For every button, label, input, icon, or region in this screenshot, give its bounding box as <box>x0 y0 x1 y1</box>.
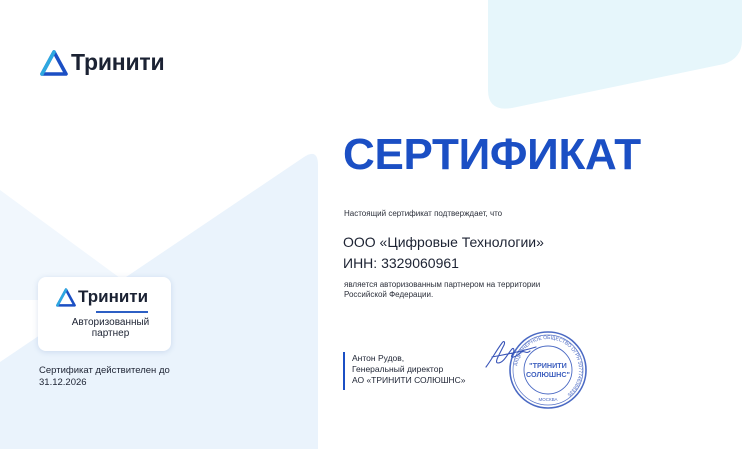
brand-name: Тринити <box>71 49 165 75</box>
signatory-position: Генеральный директор <box>352 364 444 374</box>
stamp-center-text-2: СОЛЮШНС" <box>526 370 570 379</box>
certificate-title: СЕРТИФИКАТ <box>343 130 641 179</box>
partner-badge-logo <box>56 287 148 307</box>
triangle-logo-icon <box>56 288 76 307</box>
partner-badge <box>38 277 171 351</box>
partner-badge-brand: Тринити <box>78 287 149 306</box>
signatory-company: АО «ТРИНИТИ СОЛЮШНС» <box>352 375 466 385</box>
stamp-center-text-1: "ТРИНИТИ <box>529 361 567 370</box>
brand-logo <box>40 49 164 76</box>
bg-triangle-right <box>488 0 742 109</box>
company-name: ООО «Цифровые Технологии» <box>343 234 544 250</box>
signatory-accent-bar <box>343 352 345 390</box>
partner-badge-label: Авторизованный партнер <box>71 317 150 339</box>
partner-status-text: является авторизованным партнером на территории Российской Федерации. <box>344 280 541 299</box>
stamp-city: МОСКВА <box>538 397 558 402</box>
stamp-ring-text: АКЦИОНЕРНОЕ ОБЩЕСТВО ОГРН 5077746368335 <box>513 334 584 398</box>
confirm-text: Настоящий сертификат подтверждает, что <box>344 209 503 218</box>
signatory-name: Антон Рудов, <box>352 353 405 363</box>
triangle-logo-icon <box>40 50 68 76</box>
company-inn: ИНН: 3329060961 <box>343 255 459 271</box>
validity-text: Сертификат действителен до 31.12.2026 <box>39 365 170 388</box>
company-stamp <box>508 330 588 410</box>
partner-badge-divider <box>96 311 148 313</box>
signatory-block <box>352 353 502 386</box>
